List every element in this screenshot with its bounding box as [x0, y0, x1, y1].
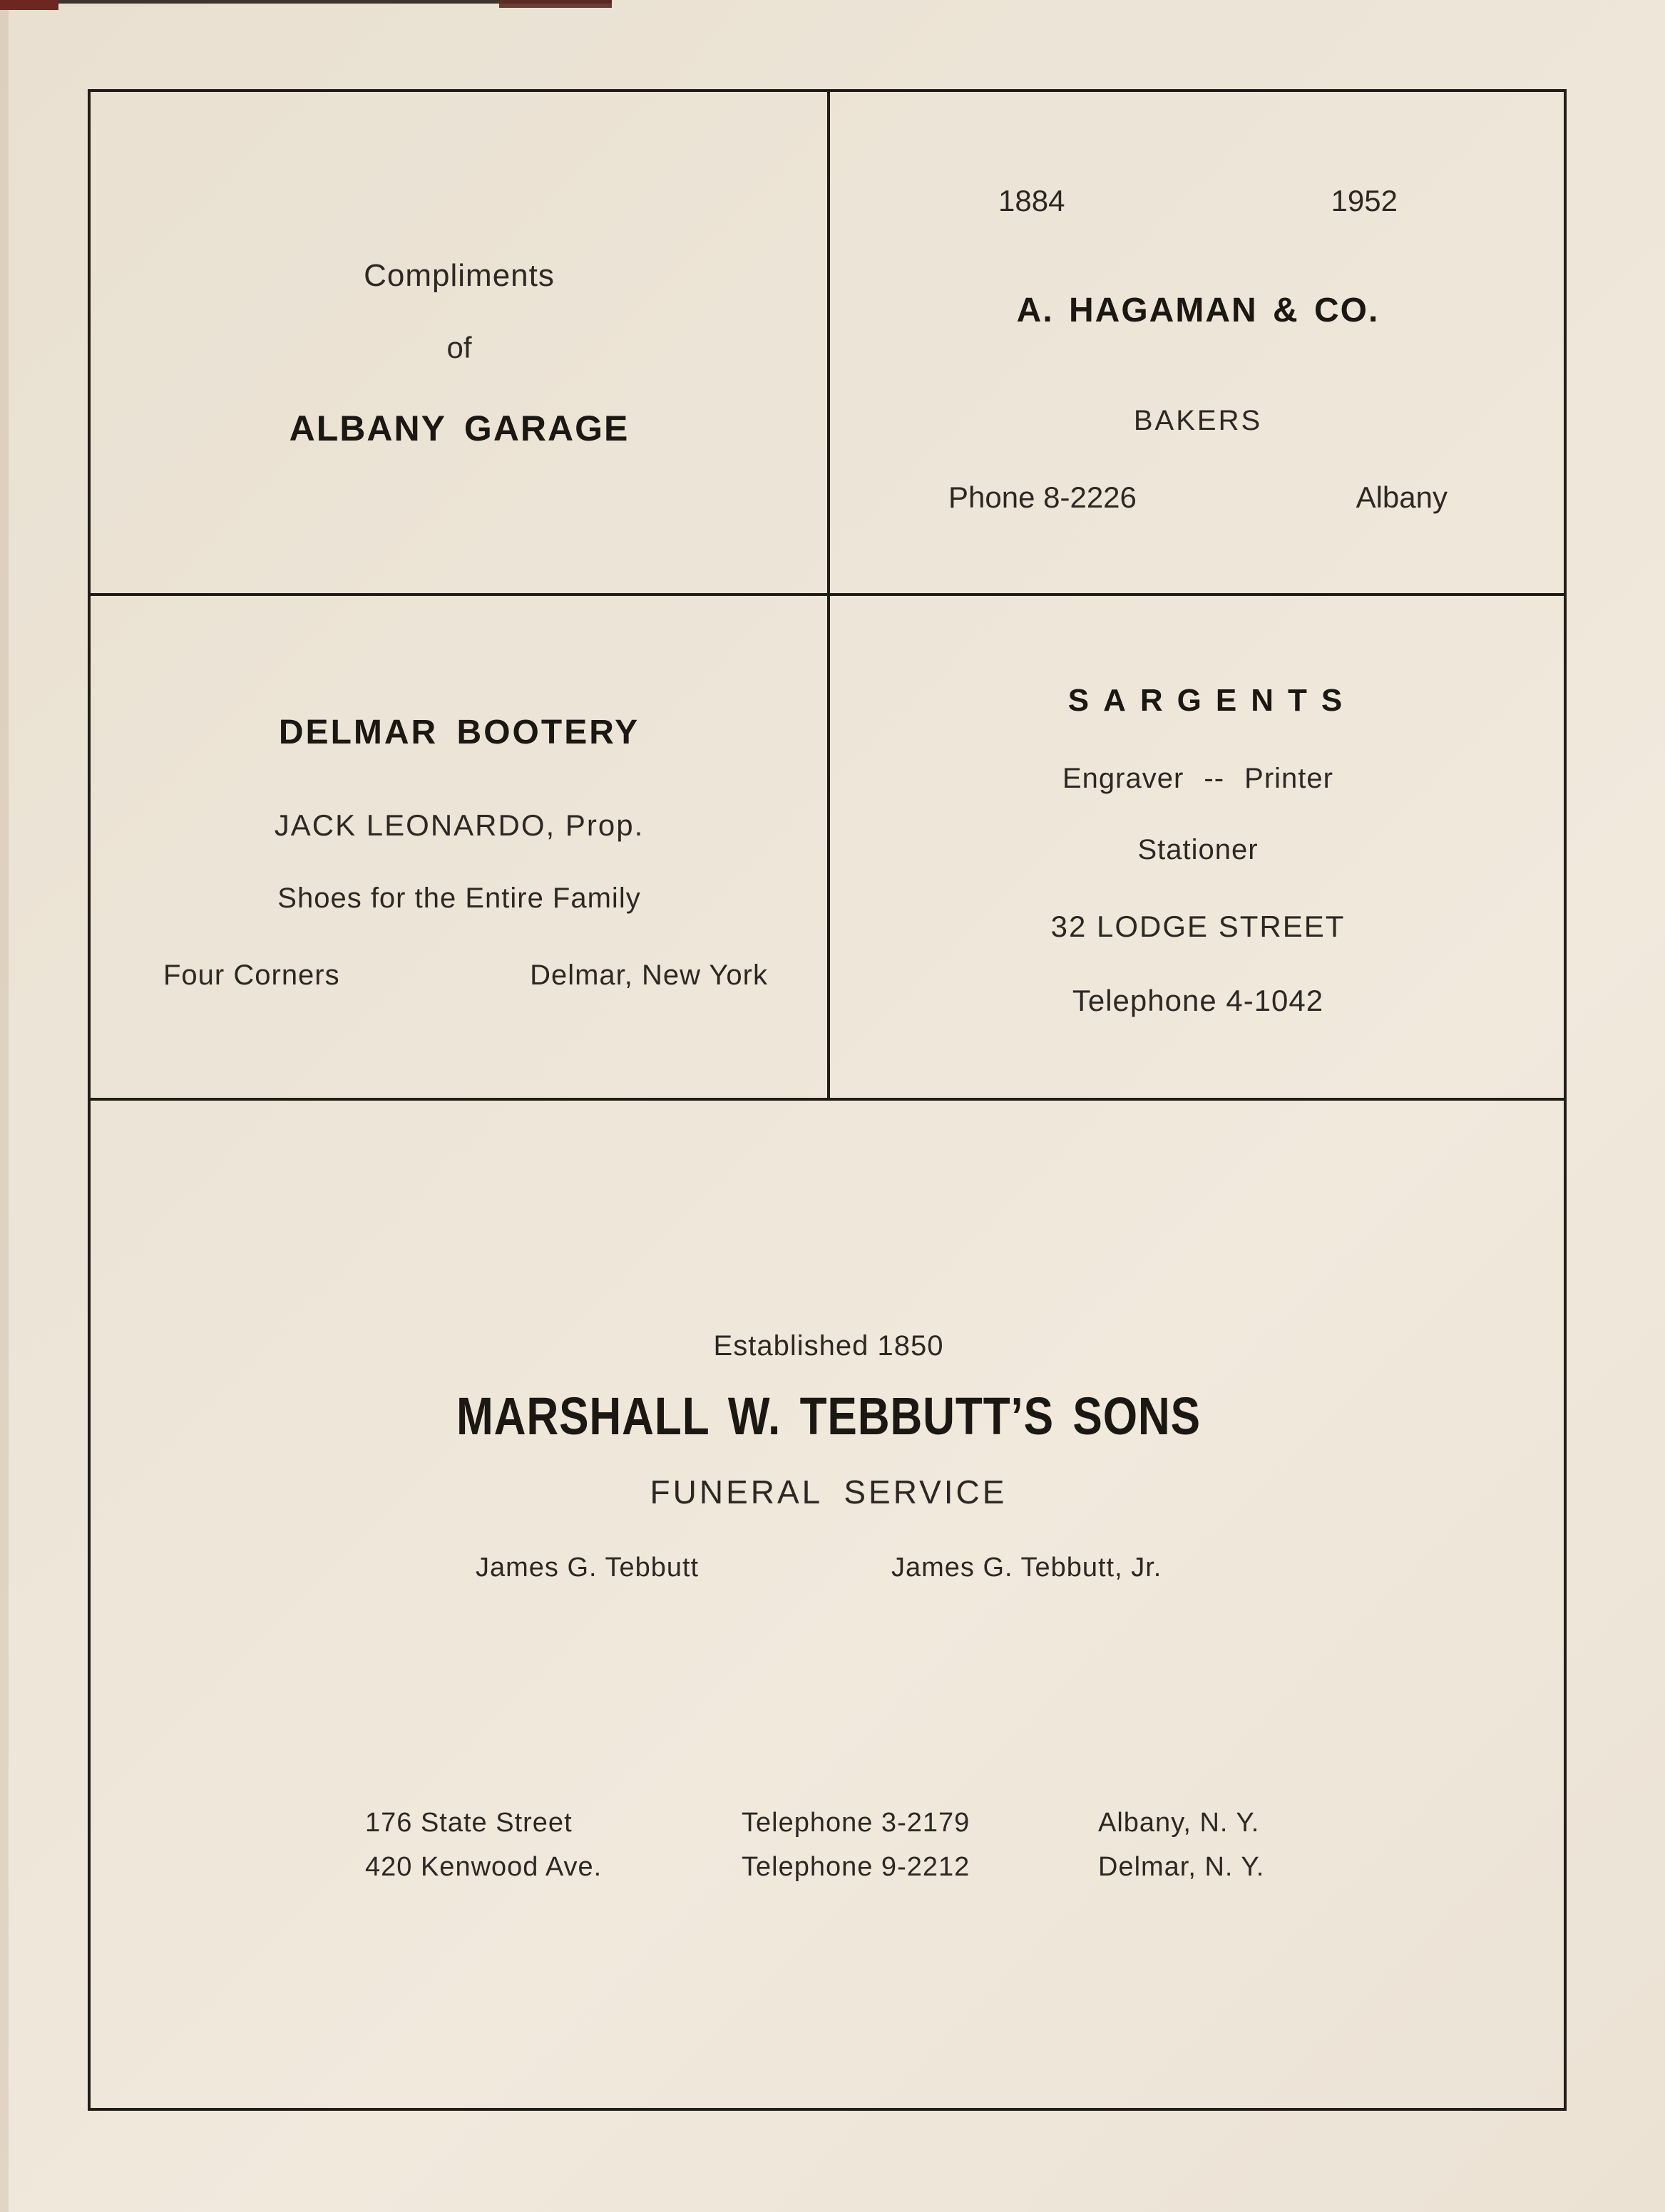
sargents-trade1: Engraver -- Printer	[1062, 763, 1333, 794]
bootery-location-row	[92, 960, 826, 992]
bootery-location-right: Delmar, New York	[530, 960, 768, 991]
bootery-name: DELMAR BOOTERY	[278, 714, 640, 751]
tebbutt-city-1: Albany, N. Y.	[1098, 1808, 1260, 1838]
bootery-tagline: Shoes for the Entire Family	[277, 883, 641, 914]
hagaman-name: A. HAGAMAN & CO.	[1016, 292, 1380, 329]
sargents-phone: Telephone 4-1042	[1072, 984, 1324, 1017]
hagaman-city: Albany	[1356, 480, 1448, 514]
vertical-rule	[827, 89, 830, 1101]
scan-top-mid-red-mark	[499, 0, 612, 8]
tebbutt-phone-1: Telephone 3-2179	[742, 1808, 970, 1838]
hagaman-year-right: 1952	[1331, 184, 1398, 217]
bootery-location-left: Four Corners	[163, 960, 340, 991]
hagaman-year-left: 1884	[998, 184, 1065, 217]
hagaman-phone-row	[831, 480, 1565, 515]
hagaman-phone: Phone 8-2226	[948, 480, 1137, 514]
tebbutt-city-2: Delmar, N. Y.	[1098, 1852, 1265, 1882]
sargents-trade2: Stationer	[1137, 834, 1259, 865]
sargents-name: SARGENTS	[1067, 683, 1357, 718]
tebbutt-phone-column	[742, 1801, 970, 1889]
hagaman-years-row	[831, 184, 1565, 218]
tebbutt-street-column	[365, 1801, 602, 1889]
scan-left-edge-shadow	[0, 0, 9, 2212]
albany-garage-of: of	[446, 331, 472, 364]
tebbutt-street-1: 176 State Street	[365, 1808, 573, 1838]
tebbutt-phone-2: Telephone 9-2212	[742, 1852, 970, 1882]
tebbutt-person-left: James G. Tebbutt	[476, 1553, 700, 1583]
tebbutt-person-right: James G. Tebbutt, Jr.	[891, 1553, 1162, 1583]
tebbutt-city-column	[1098, 1801, 1264, 1889]
tebbutt-street-2: 420 Kenwood Ave.	[365, 1852, 603, 1882]
tebbutt-established: Established 1850	[713, 1330, 944, 1362]
tebbutt-name: MARSHALL W. TEBBUTT’S SONS	[456, 1387, 1201, 1446]
scan-top-left-red-mark	[0, 0, 58, 10]
albany-garage-name: ALBANY GARAGE	[289, 408, 630, 448]
albany-garage-compliments: Compliments	[364, 258, 555, 293]
tebbutt-service: FUNERAL SERVICE	[650, 1473, 1008, 1511]
sargents-address: 32 LODGE STREET	[1050, 910, 1346, 943]
hagaman-trade: BAKERS	[1133, 405, 1263, 436]
bootery-proprietor: JACK LEONARDO, Prop.	[274, 808, 645, 842]
